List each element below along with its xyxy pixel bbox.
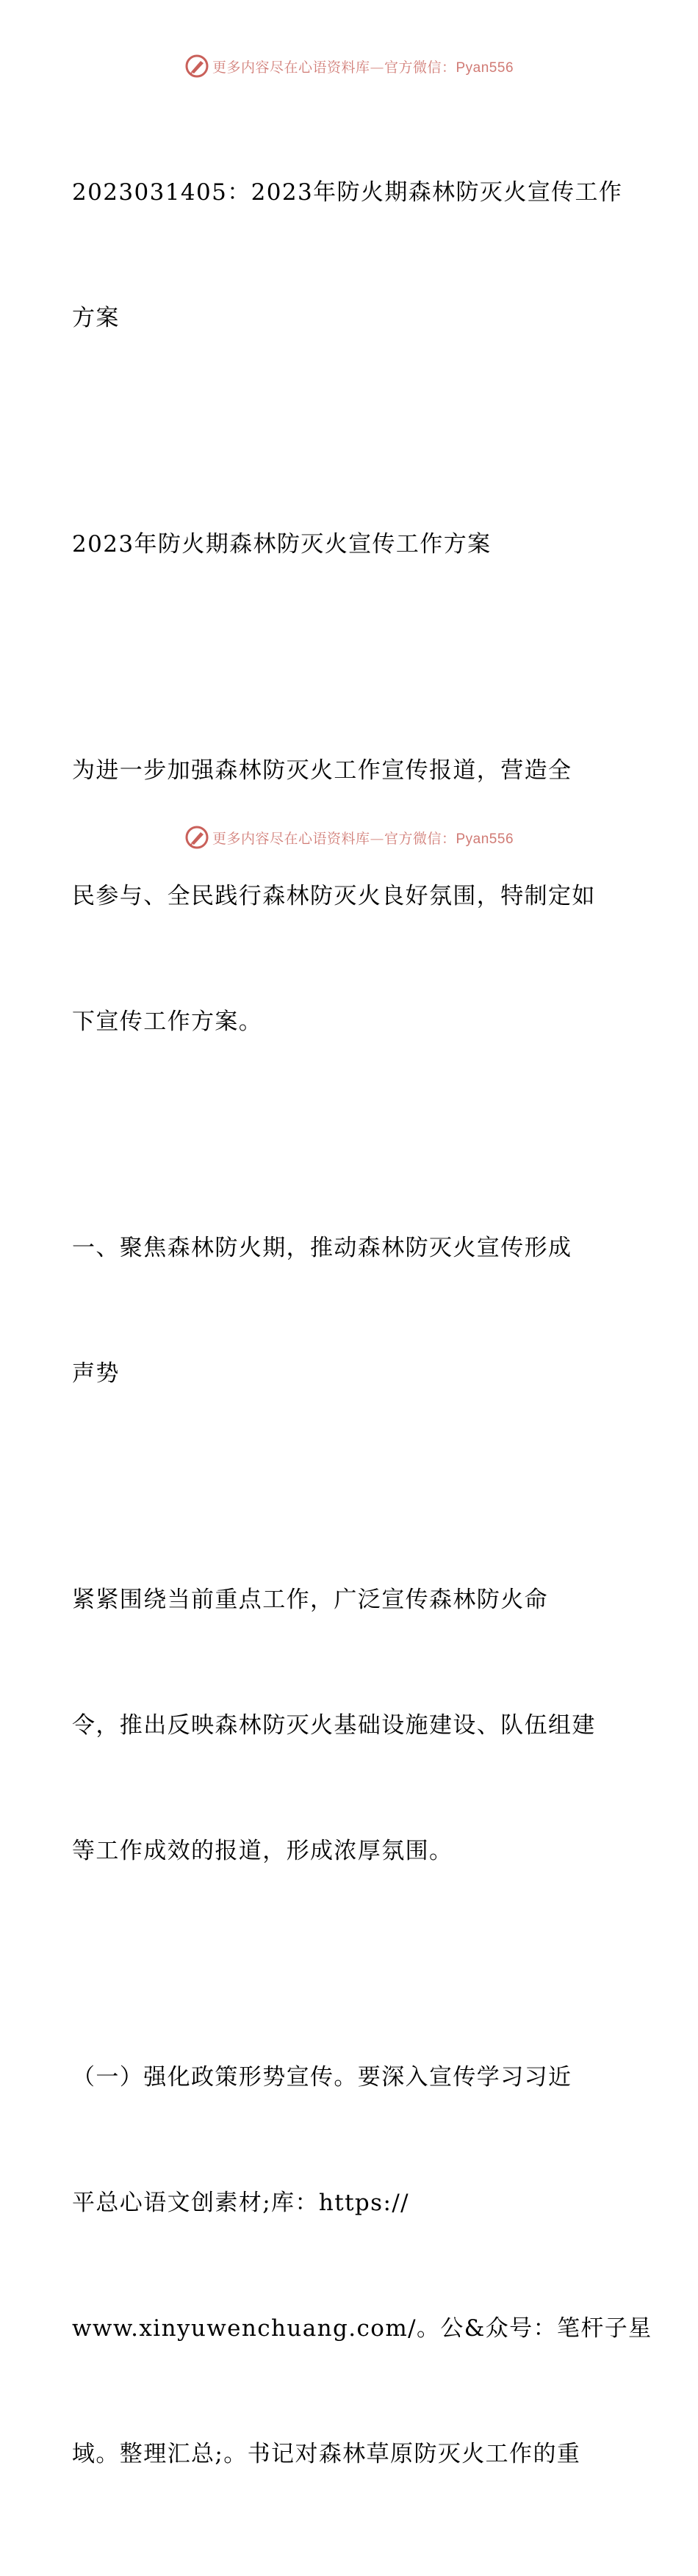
- text-line: 令，推出反映森林防灭火基础设施建设、队伍组建: [72, 1712, 596, 1739]
- text-line: 平总心语文创素材;库：https://: [72, 2190, 410, 2216]
- watermark-id: Pyan556: [456, 831, 514, 847]
- text-line: 2023年防火期森林防灭火宣传工作方案: [72, 531, 492, 558]
- header-watermark-banner: [0, 51, 698, 81]
- watermark-text-cn2: 官方微信：: [384, 59, 456, 76]
- paragraph-subsection-1: [72, 1973, 652, 2559]
- text-line: 2023031405：2023年防火期森林防灭火宣传工作: [72, 179, 623, 206]
- text-line: （一）强化政策形势宣传。要深入宣传学习习近: [72, 2064, 572, 2090]
- watermark-id: Pyan556: [456, 59, 514, 76]
- text-line: www.xinyuwenchuang.com/。公&众号：笔杆子星: [72, 2315, 652, 2342]
- text-line: 下宣传工作方案。: [72, 1009, 263, 1035]
- watermark-text: [212, 57, 514, 76]
- pen-seal-logo-icon: [184, 54, 209, 79]
- text-line: 域。整理汇总;。书记对森林草原防灭火工作的重: [72, 2441, 581, 2467]
- text-line: 声势: [72, 1360, 120, 1387]
- paragraph-intro: [72, 666, 630, 1127]
- document-subtitle: [72, 440, 630, 649]
- text-line: 民参与、全民践行森林防灭火良好氛围，特制定如: [72, 883, 596, 909]
- watermark-text-cn: 更多内容尽在心语资料库: [212, 830, 370, 847]
- paragraph-section-1: [72, 1496, 630, 1956]
- text-line: 方案: [72, 305, 120, 331]
- watermark-text-cn: 更多内容尽在心语资料库: [212, 59, 370, 76]
- text-line: 一、聚焦森林防火期，推动森林防灭火宣传形成: [72, 1235, 572, 1261]
- pen-seal-logo-icon: [184, 825, 209, 850]
- text-line: 为进一步加强森林防灭火工作宣传报道，营造全: [72, 757, 572, 784]
- document-title: [72, 88, 630, 423]
- text-line: 等工作成效的报道，形成浓厚氛围。: [72, 1838, 453, 1864]
- document-body: [72, 88, 652, 2576]
- watermark-dash: —: [370, 830, 384, 847]
- section-heading-1: [72, 1144, 630, 1479]
- watermark-text-cn2: 官方微信：: [384, 830, 456, 847]
- footer-watermark-banner: [0, 823, 698, 852]
- text-line: 紧紧围绕当前重点工作，广泛宣传森林防火命: [72, 1587, 548, 1613]
- watermark-dash: —: [370, 59, 384, 76]
- watermark-text: [212, 828, 514, 848]
